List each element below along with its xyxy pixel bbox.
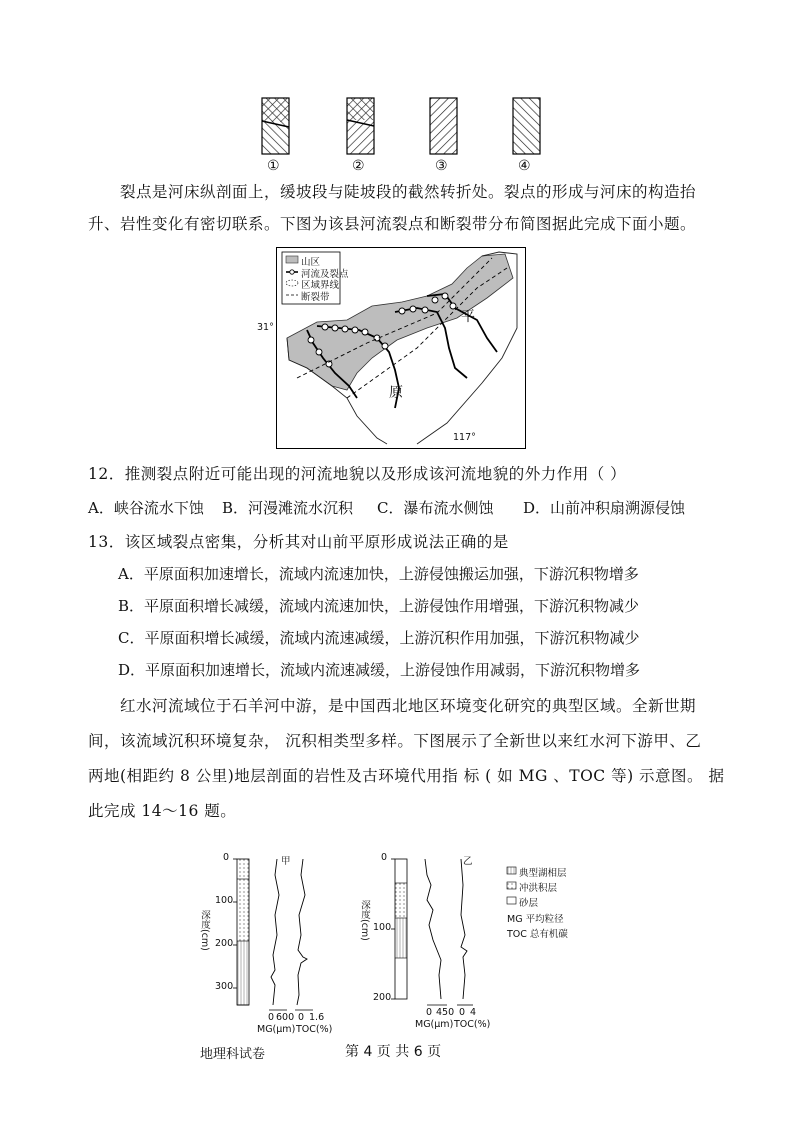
profile-yi-mg-label: MG(μm) bbox=[415, 1019, 454, 1030]
profile-jia-tick-100: 100 bbox=[215, 895, 234, 906]
profile-yi-toc-label: TOC(%) bbox=[454, 1019, 491, 1030]
q13-option-d: D．平原面积加速增长，流域内流速减缓，上游侵蚀作用减弱，下游沉积物增多 bbox=[118, 661, 641, 679]
stratum-column-1 bbox=[262, 98, 289, 154]
strata-label-2: ② bbox=[352, 158, 365, 174]
stratum-column-4 bbox=[513, 98, 540, 154]
profile-legend-alluvial: 冲洪积层 bbox=[519, 883, 558, 894]
strata-label-3: ③ bbox=[435, 158, 448, 174]
strata-columns bbox=[255, 96, 555, 156]
intro2-line2: 间，该流域沉积环境复杂， 沉积相类型多样。下图展示了全新世以来红水河下游甲、乙 bbox=[88, 732, 702, 750]
strata-label-1: ① bbox=[267, 158, 280, 174]
profile-jia-tick-0: 0 bbox=[223, 852, 230, 863]
profile-yi-toc-tick-0: 0 bbox=[459, 1007, 466, 1018]
map-legend-mountain: 山区 bbox=[301, 257, 321, 268]
stratum-column-2 bbox=[347, 98, 374, 154]
map-legend-fault: 断裂带 bbox=[301, 292, 330, 303]
profile-jia-title: 甲 bbox=[281, 856, 291, 867]
profile-jia-tick-300: 300 bbox=[215, 981, 234, 992]
map-plain-char-1: 平 bbox=[461, 309, 475, 325]
q13-option-b: B．平原面积增长减缓，流域内流速加快，上游侵蚀作用增强，下游沉积物减少 bbox=[118, 597, 640, 615]
intro1-line2: 升、岩性变化有密切联系。下图为该县河流裂点和断裂带分布简图据此完成下面小题。 bbox=[88, 215, 697, 233]
profile-legend-mg: MG 平均粒径 bbox=[507, 914, 564, 925]
q12-option-a: A．峡谷流水下蚀 bbox=[88, 499, 204, 517]
profile-yi-tick-100: 100 bbox=[373, 922, 392, 933]
map-plain-char-2: 原 bbox=[389, 385, 403, 401]
map-legend-boundary: 区域界线 bbox=[301, 280, 340, 291]
profile-yi-tick-200: 200 bbox=[373, 992, 392, 1003]
q12-option-d: D．山前冲积扇溯源侵蚀 bbox=[523, 499, 686, 517]
intro1-line1: 裂点是河床纵剖面上，缓坡段与陡坡段的截然转折处。裂点的形成与河床的构造抬 bbox=[120, 183, 697, 201]
profile-yi-toc-tick-4: 4 bbox=[470, 1007, 477, 1018]
profile-jia-mg-tick-0: 0 bbox=[268, 1012, 275, 1023]
strata-label-4: ④ bbox=[518, 158, 531, 174]
profile-jia-mg-tick-600: 600 bbox=[276, 1012, 295, 1023]
fault-map bbox=[257, 247, 526, 449]
q13-option-a: A．平原面积加速增长，流域内流速加快，上游侵蚀搬运加强，下游沉积物增多 bbox=[118, 565, 639, 583]
profile-yi-mg-tick-450: 450 bbox=[436, 1007, 455, 1018]
map-lon-label: 117° bbox=[453, 432, 476, 443]
q12-option-c: C．瀑布流水侧蚀 bbox=[377, 499, 494, 517]
intro2-line3: 两地(相距约 8 公里)地层剖面的岩性及古环境代用指 标 ( 如 MG 、TOC 等) 示意图。 据 bbox=[88, 767, 725, 785]
profile-jia-toc-tick-0: 0 bbox=[298, 1012, 305, 1023]
profile-jia-toc-label: TOC(%) bbox=[296, 1024, 333, 1035]
footer-subject: 地理科试卷 bbox=[200, 1047, 266, 1062]
profile-figure bbox=[195, 852, 615, 1040]
profile-yi-tick-0: 0 bbox=[381, 852, 388, 863]
profile-yi-ylabel: 深度(cm) bbox=[359, 900, 370, 941]
stratum-column-3 bbox=[430, 98, 457, 154]
profile-yi-mg-tick-0: 0 bbox=[426, 1007, 433, 1018]
q12-stem: 12．推测裂点附近可能出现的河流地貌以及形成该河流地貌的外力作用（ ） bbox=[88, 465, 627, 483]
profile-legend-sand: 砂层 bbox=[519, 898, 539, 909]
q12-option-b: B．河漫滩流水沉积 bbox=[222, 499, 354, 517]
intro2-line1: 红水河流域位于石羊河中游，是中国西北地区环境变化研究的典型区域。全新世期 bbox=[120, 697, 697, 715]
profile-legend-toc: TOC 总有机碳 bbox=[507, 929, 568, 940]
map-legend-river: 河流及裂点 bbox=[301, 269, 349, 280]
profile-jia-tick-200: 200 bbox=[215, 938, 234, 949]
map-lat-label: 31° bbox=[257, 322, 274, 333]
profile-yi-title: 乙 bbox=[463, 856, 473, 867]
profile-jia-ylabel: 深度(cm) bbox=[199, 910, 210, 951]
intro2-line4: 此完成 14～16 题。 bbox=[88, 802, 237, 820]
strata-figure bbox=[255, 96, 555, 176]
q13-option-c: C．平原面积增长减缓，流域内流速减缓，上游沉积作用加强，下游沉积物减少 bbox=[118, 629, 640, 647]
footer-page-number: 第 4 页 共 6 页 bbox=[345, 1044, 442, 1060]
profile-jia-toc-tick-1-6: 1.6 bbox=[309, 1012, 325, 1023]
profile-legend-lake: 典型湖相层 bbox=[519, 868, 567, 879]
q13-stem: 13．该区域裂点密集，分析其对山前平原形成说法正确的是 bbox=[88, 533, 509, 551]
profile-jia-mg-label: MG(μm) bbox=[257, 1024, 296, 1035]
